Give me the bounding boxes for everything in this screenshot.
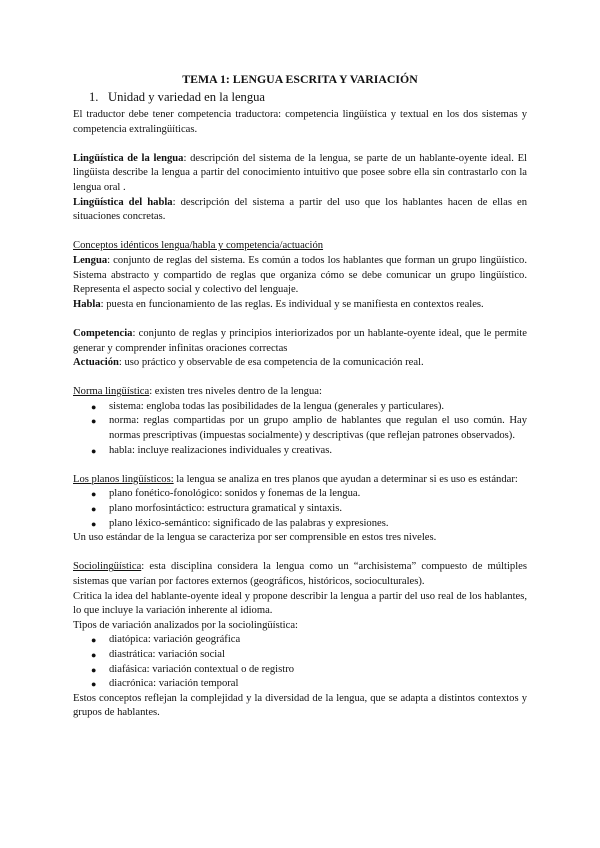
norma-list	[73, 400, 527, 458]
bullet-icon: ●	[91, 679, 97, 690]
variation-list	[73, 633, 527, 691]
competencia-text: : conjunto de reglas y principios interiorizados por un hablante-oyente ideal, que le permite generar y comprender infinitas oraciones correctas	[73, 327, 527, 354]
habla-text: : puesta en funcionamiento de las reglas. Es individual y se manifiesta en contextos reales.	[100, 298, 484, 310]
socio-types-intro: Tipos de variación analizados por la sociolingüística:	[73, 619, 298, 631]
list-item: ● diastrática: variación social	[91, 648, 527, 663]
planos-paragraph	[73, 473, 527, 488]
bullet-icon: ●	[91, 504, 97, 515]
lengua-paragraph	[73, 254, 527, 298]
bullet-icon: ●	[91, 489, 97, 500]
actuacion-text: : uso práctico y observable de esa competencia de la comunicación real.	[118, 357, 424, 369]
list-item: ● diacrónica: variación temporal	[91, 677, 527, 692]
list-item: ● habla: incluye realizaciones individuales y creativas.	[91, 444, 527, 459]
planos-list	[73, 487, 527, 531]
document-title: TEMA 1: LENGUA ESCRITA Y VARIACIÓN	[182, 72, 418, 86]
lengua-text: : conjunto de reglas del sistema. Es común a todos los hablantes que forman un grupo lingüístico. Sistema abstracto y compartido de reglas que organiza cómo se debe comunicar un grupo lingüístico. Representa el aspecto social y colectivo del lenguaje.	[73, 254, 527, 296]
norma-text: : existen tres niveles dentro de la lengua:	[149, 386, 322, 398]
term-linguistica-habla: Lingüística del habla	[73, 196, 173, 208]
actuacion-paragraph	[73, 356, 527, 371]
competencia-paragraph	[73, 327, 527, 356]
socio-paragraph	[73, 560, 527, 589]
list-item: ● diafásica: variación contextual o de registro	[91, 663, 527, 678]
habla-paragraph	[73, 298, 527, 313]
bullet-icon: ●	[91, 664, 97, 675]
norma-heading: Norma lingüística	[73, 386, 150, 398]
linguistica-lengua-text: : descripción del sistema de la lengua, se parte de un hablante-oyente ideal. El lingüista describe la lengua a partir del conocimiento intuitivo que posee sobre ella sin contrastarlo con la lengua oral .	[73, 152, 527, 193]
section-heading	[89, 89, 527, 105]
bullet-icon: ●	[91, 401, 97, 412]
list-item: ● diatópica: variación geográfica	[91, 633, 527, 648]
socio-heading: Sociolingüística	[73, 561, 142, 573]
term-actuacion: Actuación	[73, 357, 119, 369]
linguistica-habla-paragraph	[73, 196, 527, 225]
socio-text: : esta disciplina considera la lengua como un “archisistema” compuesto de múltiples sistemas que varían por factores externos (geográficos, históricos, socioculturales).	[73, 561, 527, 587]
term-lengua: Lengua	[73, 254, 108, 266]
list-item: ● norma: reglas compartidas por un grupo amplio de hablantes que regulan el uso común. Hay normas prescriptivas (impuestas socialmente) y descriptivas (que reflejan patrones observados).	[91, 415, 527, 442]
linguistica-lengua-paragraph	[73, 152, 527, 196]
socio-conclusion: Estos conceptos reflejan la complejidad y la diversidad de la lengua, que se adapta a distintos contextos y grupos de hablantes.	[73, 692, 527, 719]
list-item: ● plano léxico-semántico: significado de las palabras y expresiones.	[91, 517, 527, 532]
term-habla: Habla	[73, 298, 101, 310]
document-content	[73, 72, 527, 721]
list-item: ● plano fonético-fonológico: sonidos y fonemas de la lengua.	[91, 487, 527, 502]
norma-paragraph	[73, 385, 527, 400]
term-linguistica-lengua: Lingüística de la lengua	[73, 152, 184, 164]
bullet-icon: ●	[91, 445, 97, 456]
planos-conclusion: Un uso estándar de la lengua se caracteriza por ser comprensible en estos tres niveles.	[73, 532, 437, 544]
conceptos-heading: Conceptos idénticos lengua/habla y competencia/actuación	[73, 240, 324, 252]
bullet-icon: ●	[91, 416, 97, 427]
planos-text: la lengua se analiza en tres planos que ayudan a determinar si es uso es estándar:	[173, 473, 518, 485]
socio-critique: Critica la idea del hablante-oyente ideal y propone describir la lengua a partir del uso real de los hablantes, lo que incluye la variación inherente al idioma.	[73, 590, 527, 617]
section-title: Unidad y variedad en la lengua	[108, 90, 266, 104]
linguistica-habla-text: : descripción del sistema a partir del uso que los hablantes hacen de ellas en situaciones concretas.	[73, 196, 527, 223]
intro-paragraph: El traductor debe tener competencia traductora: competencia lingüística y textual en los dos sistemas y competencia extralingüíticas.	[73, 109, 527, 135]
bullet-icon: ●	[91, 518, 97, 529]
planos-heading: Los planos lingüísticos:	[73, 473, 174, 485]
bullet-icon: ●	[91, 649, 97, 660]
section-number: 1.	[89, 90, 99, 104]
list-item: ● plano morfosintáctico: estructura gramatical y sintaxis.	[91, 502, 527, 517]
list-item: ● sistema: engloba todas las posibilidades de la lengua (generales y particulares).	[91, 400, 527, 415]
bullet-icon: ●	[91, 635, 97, 646]
term-competencia: Competencia	[73, 327, 133, 339]
